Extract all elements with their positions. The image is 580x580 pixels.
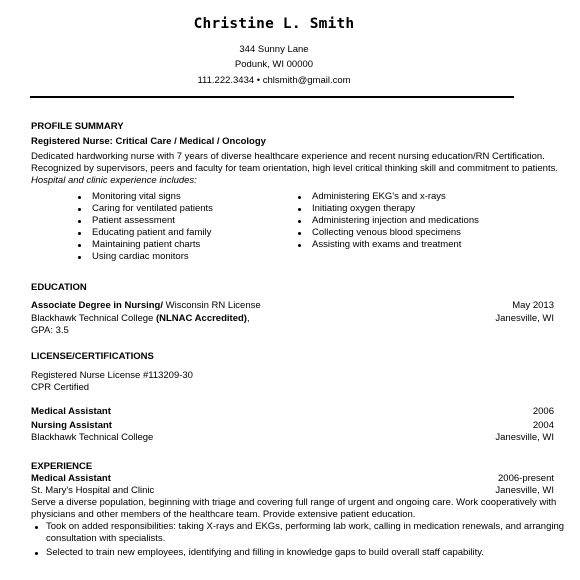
gpa: GPA: 3.5 <box>31 325 69 336</box>
school-line <box>31 313 250 325</box>
na-year: 2004 <box>532 420 554 431</box>
job-description-1: Serve a diverse population, beginning with triage and covering full range of urgent and ongoing care. Work cooperatively with <box>31 497 557 508</box>
education-heading: EDUCATION <box>31 282 87 293</box>
bullet-icon <box>78 244 81 247</box>
profile-summary-2: Recognized by supervisors, peers and faculty for team orientation, high level critical thinking skill and commitment to patients. <box>31 163 558 174</box>
degree-date: May 2013 <box>512 300 554 311</box>
bullet-icon <box>78 196 81 199</box>
ma-year: 2006 <box>532 406 554 417</box>
bullet-icon <box>298 232 301 235</box>
bullet-icon <box>78 232 81 235</box>
candidate-name: Christine L. Smith <box>193 16 355 32</box>
degree-line <box>31 300 261 312</box>
accreditation: (NLNAC Accredited) <box>155 313 247 324</box>
contact-line: 111.222.3434 • chlsmith@gmail.com <box>197 75 351 86</box>
skill-item: Assisting with exams and treatment <box>312 239 462 250</box>
skill-item: Monitoring vital signs <box>92 191 181 202</box>
school-name: Blackhawk Technical College <box>31 313 156 324</box>
job-bullet-2: Selected to train new employees, identifying and filling in knowledge gaps to build overall staff capability. <box>46 547 484 558</box>
bullet-icon <box>35 526 38 529</box>
skill-item: Using cardiac monitors <box>92 251 189 262</box>
cpr-certified: CPR Certified <box>31 382 90 393</box>
job-bullet-1b: consultation with specialists. <box>46 533 166 544</box>
skill-item: Caring for ventilated patients <box>92 203 213 214</box>
header-divider <box>30 96 514 98</box>
degree-name: Associate Degree in Nursing/ <box>31 300 163 311</box>
profile-heading: PROFILE SUMMARY <box>31 121 124 132</box>
bullet-icon <box>298 220 301 223</box>
bullet-icon <box>298 196 301 199</box>
employer: St. Mary's Hospital and Clinic <box>31 485 155 496</box>
bullet-icon <box>78 208 81 211</box>
job-title: Medical Assistant <box>31 473 111 484</box>
skill-item: Initiating oxygen therapy <box>312 203 415 214</box>
bullet-icon <box>78 220 81 223</box>
skill-item: Educating patient and family <box>92 227 212 238</box>
address-line-2: Podunk, WI 00000 <box>234 59 314 70</box>
skill-item: Maintaining patient charts <box>92 239 201 250</box>
skill-item: Patient assessment <box>92 215 175 226</box>
skill-item: Administering EKG's and x-rays <box>312 191 446 202</box>
address-line-1: 344 Sunny Lane <box>239 44 309 55</box>
license-name: Wisconsin RN License <box>162 300 261 311</box>
experience-intro: Hospital and clinic experience includes: <box>31 175 197 186</box>
school-location: Janesville, WI <box>495 313 554 324</box>
profile-title: Registered Nurse: Critical Care / Medical / Oncology <box>31 136 266 147</box>
job-description-2: physicians and other members of the healthcare team. Provide extensive patient education. <box>31 509 416 520</box>
job-dates: 2006-present <box>498 473 554 484</box>
bullet-icon <box>298 208 301 211</box>
ma-title: Medical Assistant <box>31 406 111 417</box>
experience-heading: EXPERIENCE <box>31 461 93 472</box>
cert-school: Blackhawk Technical College <box>31 432 154 443</box>
job-location: Janesville, WI <box>495 485 554 496</box>
bullet-icon <box>35 552 38 555</box>
bullet-icon <box>298 244 301 247</box>
bullet-icon <box>78 256 81 259</box>
accreditation-comma: , <box>246 313 250 324</box>
profile-summary-1: Dedicated hardworking nurse with 7 years of diverse healthcare experience and recent nursing education/RN Certification. <box>31 151 545 162</box>
job-bullet-1a: Took on added responsibilities: taking X-rays and EKGs, performing lab work, calling in medication renewals, and arranging <box>46 521 565 532</box>
skill-item: Administering injection and medications <box>312 215 479 226</box>
skill-item: Collecting venous blood specimens <box>312 227 461 238</box>
rn-license: Registered Nurse License #113209-30 <box>31 370 193 381</box>
license-heading: LICENSE/CERTIFICATIONS <box>31 351 154 362</box>
cert-location: Janesville, WI <box>495 432 554 443</box>
na-title: Nursing Assistant <box>31 420 112 431</box>
